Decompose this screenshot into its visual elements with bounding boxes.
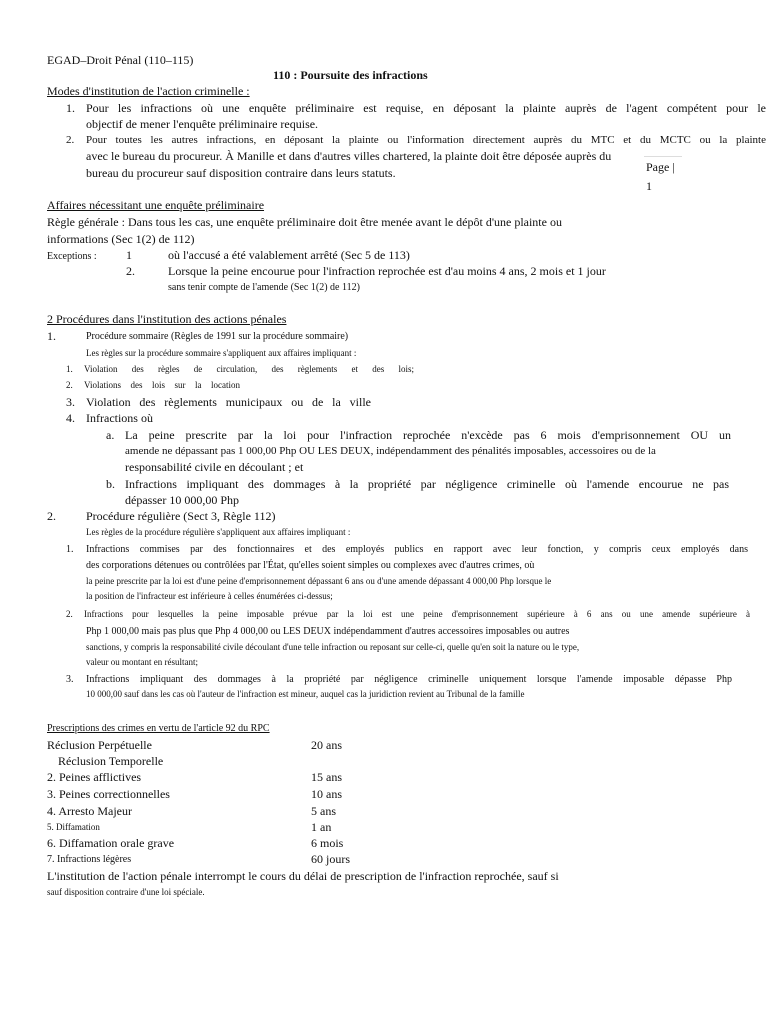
regular-procedure-title: Procédure régulière (Sect 3, Règle 112) [86,509,276,523]
summary-item-4-text: Infractions où [86,411,153,425]
regular-item-1-line1: Infractions commises par des fonctionnaires et des employés publics en rapport avec leur fonction, y compris ceux employés dans [86,544,748,555]
regular-item-2-line2: Php 1 000,00 mais pas plus que Php 4 000,00 ou LES DEUX indépendamment d'autres accessoires imposables ou autres [86,626,570,637]
summary-subitem-a-line3: responsabilité civile en découlant ; et [125,460,304,474]
prescription-row-6-value: 1 an [311,820,332,834]
prescription-footer-line2: sauf disposition contraire d'une loi spéciale. [47,887,205,897]
prescription-row-8-value: 60 jours [311,852,350,866]
prescription-row-3-label: 2. Peines afflictives [47,770,142,784]
prescription-row-5-label: 4. Arresto Majeur [47,804,132,818]
regular-item-2-number: 2. [66,609,73,619]
page-title: 110 : Poursuite des infractions [273,68,428,82]
summary-item-2-text: Violations des lois sur la location [84,380,240,390]
summary-subitem-a-line2: amende ne dépassant pas 1 000,00 Php OU LES DEUX, indépendamment des pénalités imposables, accessoires ou de la [125,445,656,457]
modes-item-1-line2: objectif de mener l'enquête préliminaire requise. [86,117,319,131]
exception-1-number: 1 [126,248,132,262]
prescription-row-7-value: 6 mois [311,836,344,850]
prescription-row-2-label: Réclusion Temporelle [58,754,164,768]
modes-item-1-number: 1. [66,101,75,115]
prescription-row-7-label: 6. Diffamation orale grave [47,836,175,850]
prelim-heading: Affaires nécessitant une enquête préliminaire [47,198,265,212]
prescription-footer-line1: L'institution de l'action pénale interrompt le cours du délai de prescription de l'infraction reprochée, sauf si [47,869,559,883]
modes-heading: Modes d'institution de l'action criminelle : [47,84,250,98]
modes-item-2-number: 2. [66,134,75,146]
exception-2-number: 2. [126,264,135,278]
page-marker-rule [644,156,682,157]
modes-item-2-line1: Pour toutes les autres infractions, en déposant la plainte ou l'information directement auprès du MTC et du MCTC ou la plainte [86,134,766,146]
summary-procedure-title: Procédure sommaire (Règles de 1991 sur la procédure sommaire) [86,331,349,342]
page-number: 1 [646,179,652,194]
summary-subitem-a-letter: a. [106,428,115,442]
prescription-row-8-label: 7. Infractions légères [47,854,132,865]
summary-item-1-number: 1. [66,364,73,374]
summary-item-2-number: 2. [66,380,73,390]
regular-item-1-line3: la peine prescrite par la loi est d'une peine d'emprisonnement dépassant 6 ans ou d'une amende dépassant 4 000,00 Php lorsque le [86,576,552,586]
modes-item-2-line2: avec le bureau du procureur. À Manille et dans d'autres villes chartered, la plainte doit être déposée auprès du [86,149,612,163]
regular-item-3-number: 3. [66,674,74,685]
regular-item-1-line2: des corporations détenues ou contrôlées par l'État, qu'elles soient simples ou complexes avec d'autres crimes, où [86,560,535,571]
regular-procedure-intro: Les règles de la procédure régulière s'appliquent aux affaires impliquant : [86,527,351,537]
modes-item-2-line3: bureau du procureur sauf disposition contraire dans leurs statuts. [86,166,396,180]
procedures-heading: 2 Procédures dans l'institution des actions pénales [47,312,287,326]
regular-item-2-line3: sanctions, y compris la responsabilité civile découlant d'une telle infraction ou reposant sur celle-ci, quelle qu'en soit la nature ou le type, [86,642,580,652]
prescription-row-1-label: Réclusion Perpétuelle [47,738,152,752]
regular-item-2-line1: Infractions pour lesquelles la peine imposable prévue par la loi est une peine d'emprisonnement supérieure à 6 ans ou une amende supérieure à [84,609,750,619]
regular-item-3-line1: Infractions impliquant des dommages à la propriété par négligence criminelle uniquement lorsque l'amende imposable dépasse Php [86,674,732,685]
exception-2-text: Lorsque la peine encourue pour l'infraction reprochée est d'au moins 4 ans, 2 mois et 1 jour [168,264,606,278]
page-marker-label: Page | [646,160,675,174]
summary-subitem-b-line2: dépasser 10 000,00 Php [125,493,239,507]
summary-procedure-intro: Les règles sur la procédure sommaire s'appliquent aux affaires impliquant : [86,348,357,358]
exception-2-note: sans tenir compte de l'amende (Sec 1(2) de 112) [168,282,360,293]
prescription-row-3-value: 15 ans [311,770,342,784]
regular-item-3-line2: 10 000,00 sauf dans les cas où l'auteur de l'infraction est mineur, auquel cas la juridiction revient au Tribunal de la famille [86,689,525,699]
prelim-rule-line1: Règle générale : Dans tous les cas, une enquête préliminaire doit être menée avant le dépôt d'une plainte ou [47,215,562,229]
course-title: EGAD–Droit Pénal (110–115) [47,53,194,67]
summary-subitem-a-line1: La peine prescrite par la loi pour l'infraction reprochée n'excède pas 6 mois d'emprisonnement OU un [125,428,731,442]
summary-procedure-number: 1. [47,329,56,343]
exceptions-label: Exceptions : [47,251,97,262]
regular-procedure-number: 2. [47,509,56,523]
prescription-row-4-label: 3. Peines correctionnelles [47,787,170,801]
regular-item-2-line4: valeur ou montant en résultant; [86,657,198,667]
summary-item-3-number: 3. [66,395,75,409]
summary-item-1-text: Violation des règles de circulation, des règlements et des lois; [84,364,414,374]
summary-item-3-text: Violation des règlements municipaux ou de la ville [86,395,371,409]
exception-1-text: où l'accusé a été valablement arrêté (Sec 5 de 113) [168,248,410,262]
regular-item-1-line4: la position de l'infracteur est inférieure à celles énumérées ci-dessus; [86,591,333,601]
prelim-rule-line2: informations (Sec 1(2) de 112) [47,232,195,246]
prescriptions-heading: Prescriptions des crimes en vertu de l'article 92 du RPC [47,723,270,734]
prescription-row-6-label: 5. Diffamation [47,822,100,832]
page-marker [646,158,675,196]
prescription-row-4-value: 10 ans [311,787,342,801]
modes-item-1-line1: Pour les infractions où une enquête préliminaire est requise, en déposant la plainte auprès de l'agent compétent pour le [86,101,766,115]
prescription-row-1-value: 20 ans [311,738,342,752]
summary-subitem-b-letter: b. [106,477,115,491]
regular-item-1-number: 1. [66,544,74,555]
prescription-row-5-value: 5 ans [311,804,336,818]
summary-item-4-number: 4. [66,411,75,425]
summary-subitem-b-line1: Infractions impliquant des dommages à la propriété par négligence criminelle où l'amende encourue ne pas [125,477,729,491]
